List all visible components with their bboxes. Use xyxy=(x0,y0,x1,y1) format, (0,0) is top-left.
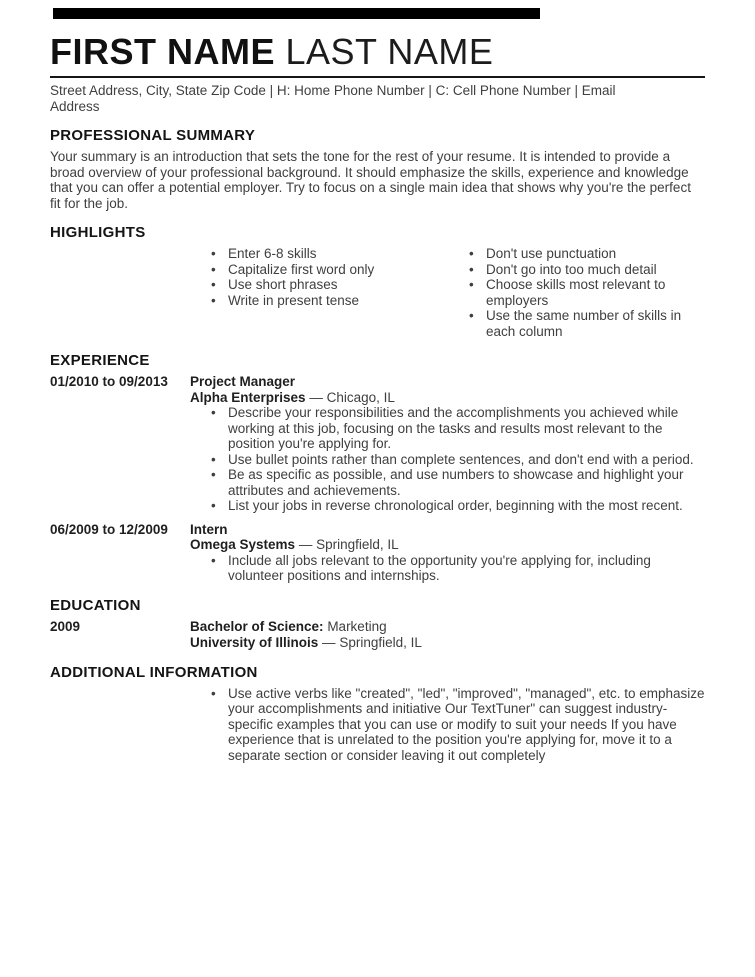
degree-field: Marketing xyxy=(327,618,387,634)
bullet-item: • Use bullet points rather than complete sentences, and don't end with a period. xyxy=(210,452,705,468)
job-bullet-list xyxy=(190,405,705,514)
job-company-line xyxy=(190,390,705,406)
bullet-item: • Be as specific as possible, and use numbers to showcase and highlight your attributes and achievements. xyxy=(210,467,705,498)
highlights-section xyxy=(50,246,705,339)
job-location: Springfield, IL xyxy=(316,537,399,552)
page-title xyxy=(50,32,705,72)
highlights-columns xyxy=(190,246,705,339)
last-name: LAST NAME xyxy=(285,31,494,72)
bullet-item: • List your jobs in reverse chronological order, beginning with the most recent. xyxy=(210,498,705,514)
job-location: Chicago, IL xyxy=(326,389,395,405)
contact-line: Street Address, City, State Zip Code | H: Home Phone Number | C: Cell Phone Number | Email Address xyxy=(50,83,616,114)
highlights-column-2 xyxy=(448,246,705,339)
name-underline xyxy=(50,76,705,78)
section-heading-education: EDUCATION xyxy=(50,596,141,614)
job-dates: 01/2010 to 09/2013 xyxy=(50,374,168,389)
education-degree-line xyxy=(190,619,705,635)
bullet-item: • Include all jobs relevant to the opportunity you're applying for, including volunteer positions and internships. xyxy=(210,553,705,584)
header-accent-bar xyxy=(53,8,540,19)
section-heading-highlights: HIGHLIGHTS xyxy=(50,224,146,241)
job-title: Intern xyxy=(190,521,228,537)
education-entry xyxy=(50,619,705,651)
additional-bullet-list xyxy=(190,686,705,764)
highlights-column-1 xyxy=(190,246,448,339)
education-year: 2009 xyxy=(50,618,81,634)
education-school-line xyxy=(190,635,705,651)
school-name: University of Illinois xyxy=(190,634,319,650)
school-location-separator: — xyxy=(322,634,336,650)
job-details xyxy=(190,374,705,514)
job-entry xyxy=(50,374,705,514)
section-heading-summary: PROFESSIONAL SUMMARY xyxy=(50,127,256,144)
company-name: Omega Systems xyxy=(190,537,296,552)
section-heading-additional: ADDITIONAL INFORMATION xyxy=(50,663,258,681)
summary-text: Your summary is an introduction that sets the tone for the rest of your resume. It is intended to provide a broad overview of your professional background. It should emphasize the skills, experience and knowledge that you can offer a potential employer. Try to focus on a single main idea that shows why you're the perfect fit for the job. xyxy=(50,149,691,211)
bullet-item: • Use active verbs like "created", "led", "improved", "managed", etc. to emphasize your accomplishments and initiative Our TextTuner" can suggest industry-specific examples that you can use or modify to suit your needs If you have experience that is unrelated to the position you're applying for, move it to a separate section or consider leaving it out completely xyxy=(210,686,705,764)
company-name: Alpha Enterprises xyxy=(190,389,306,405)
highlight-item: • Write in present tense xyxy=(210,293,448,309)
additional-section xyxy=(50,686,705,764)
company-location-separator: — xyxy=(298,537,313,552)
education-details xyxy=(190,619,705,651)
job-title: Project Manager xyxy=(190,374,296,389)
job-bullet-list xyxy=(190,553,705,584)
highlight-item: • Enter 6-8 skills xyxy=(210,246,448,262)
highlights-spacer xyxy=(50,246,190,339)
job-entry xyxy=(50,522,705,584)
company-location-separator: — xyxy=(309,389,323,405)
job-dates: 06/2009 to 12/2009 xyxy=(50,521,168,537)
first-name: FIRST NAME xyxy=(50,31,275,72)
degree-name: Bachelor of Science: xyxy=(190,618,324,634)
highlight-item: • Use short phrases xyxy=(210,277,448,293)
section-heading-experience: EXPERIENCE xyxy=(50,352,150,369)
additional-spacer xyxy=(50,686,190,764)
highlight-item: • Capitalize first word only xyxy=(210,262,448,278)
highlight-item: • Choose skills most relevant to employers xyxy=(468,277,705,308)
school-location: Springfield, IL xyxy=(339,634,422,650)
job-details xyxy=(190,522,705,584)
bullet-item: • Describe your responsibilities and the accomplishments you achieved while working at this job, focusing on the tasks and results most relevant to the position you're applying for. xyxy=(210,405,705,452)
highlight-item: • Don't use punctuation xyxy=(468,246,705,262)
highlight-item: • Don't go into too much detail xyxy=(468,262,705,278)
job-company-line xyxy=(190,537,705,553)
highlight-item: • Use the same number of skills in each column xyxy=(468,308,705,339)
